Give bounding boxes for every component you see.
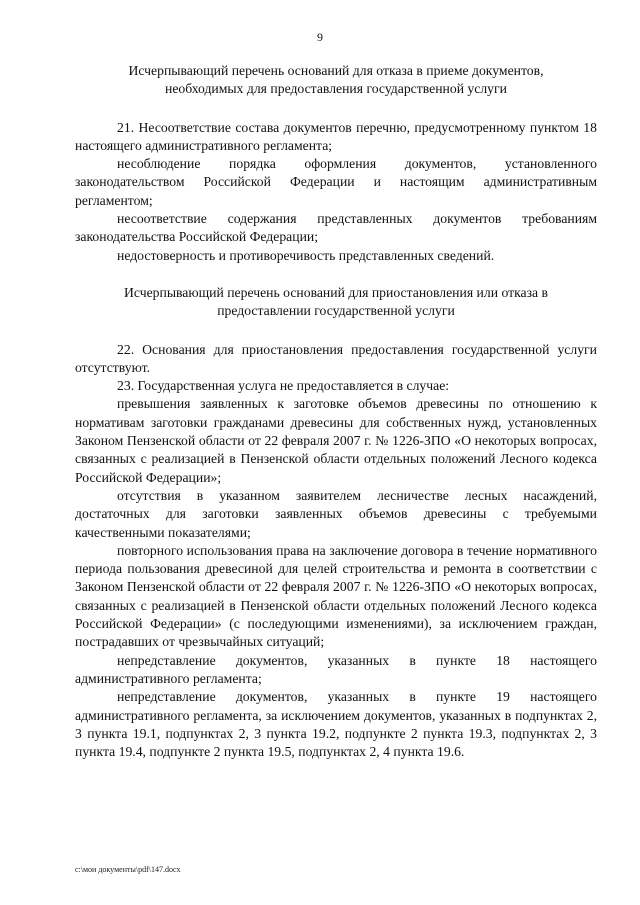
paragraph: превышения заявленных к заготовке объемов древесины по отношению к нормативам заготовки гражданами древесины для собственных нужд, установленных Законом Пензенской области от 22 февраля 2007 г. № 1226-ЗПО «О некоторых вопросах, связанных с реализацией в Пензенской области отдельных положений Лесного кодекса Российской Федерации»; bbox=[75, 396, 597, 485]
heading-line: необходимых для предоставления государственной услуги bbox=[165, 81, 507, 97]
file-path-footer: c:\мои документы\pdf\147.docx bbox=[75, 865, 181, 874]
document-body bbox=[75, 62, 597, 761]
paragraph: непредставление документов, указанных в пункте 18 настоящего административного регламента; bbox=[75, 652, 597, 686]
paragraph: непредставление документов, указанных в пункте 19 настоящего административного регламента, за исключением документов, указанных в подпунктах 2, 3 пункта 19.1, подпунктах 2, 3 пункта 19.2, подпункте 2 пункта 19.3, подпунктах 2, 3 пункта 19.4, подпункте 2 пункта 19.5, подпунктах 2, 4 пункта 19.6. bbox=[75, 689, 597, 760]
paragraph: несоблюдение порядка оформления документов, установленного законодательством Российской Федерации и настоящим административным регламентом; bbox=[75, 156, 597, 208]
page-number: 9 bbox=[317, 30, 323, 44]
heading-line: предоставлении государственной услуги bbox=[217, 303, 455, 319]
paragraph: несоответствие содержания представленных документов требованиям законодательства Российской Федерации; bbox=[75, 211, 597, 245]
heading-line: Исчерпывающий перечень оснований для отказа в приеме документов, bbox=[128, 63, 544, 78]
paragraph: отсутствия в указанном заявителем лесничестве лесных насаждений, достаточных для заготовки заявленных объемов древесины с требуемыми качественными показателями; bbox=[75, 487, 597, 540]
section-heading bbox=[75, 62, 597, 99]
paragraph: повторного использования права на заключение договора в течение нормативного периода пользования древесиной для целей строительства и ремонта в соответствии с Законом Пензенской области от 22 февраля 2007 г. № 1226-ЗПО «О некоторых вопросах, связанных с реализацией в Пензенской области отдельных положений Лесного кодекса Российской Федерации» (с последующими изменениями), за исключением граждан, пострадавших от чрезвычайных ситуаций; bbox=[75, 542, 597, 650]
section-heading bbox=[75, 284, 597, 321]
heading-line: Исчерпывающий перечень оснований для приостановления или отказа в bbox=[124, 284, 548, 300]
paragraph: 22. Основания для приостановления предоставления государственной услуги отсутствуют. bbox=[75, 341, 597, 375]
paragraph: 23. Государственная услуга не предоставляется в случае: bbox=[117, 378, 450, 394]
paragraph: 21. Несоответствие состава документов перечню, предусмотренному пунктом 18 настоящего административного регламента; bbox=[75, 119, 597, 153]
paragraph: недостоверность и противоречивость представленных сведений. bbox=[117, 247, 495, 263]
